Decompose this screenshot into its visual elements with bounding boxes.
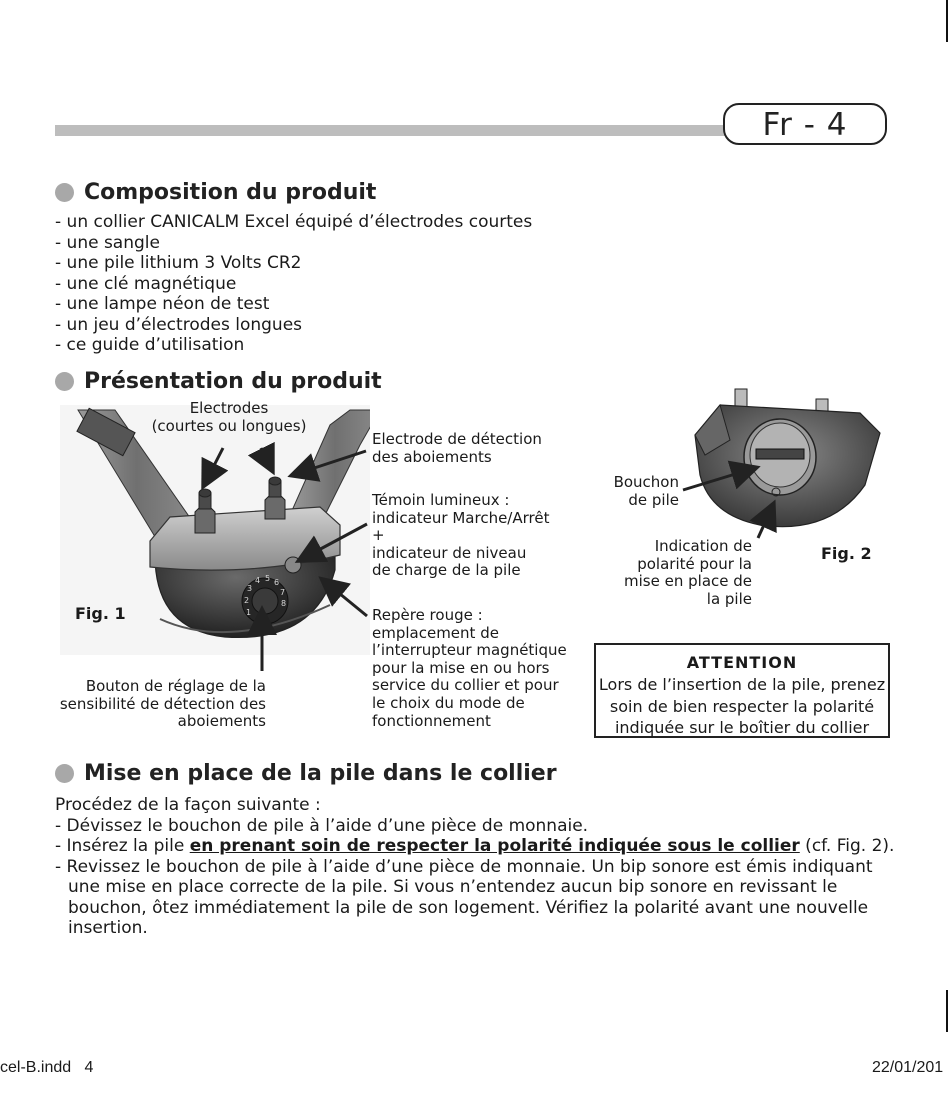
list-item: - une lampe néon de test: [55, 294, 270, 314]
list-item: - ce guide d’utilisation: [55, 335, 245, 355]
dial-digit: 6: [274, 578, 280, 587]
polarity-indication-label: Indication de polarité pour la mise en place de la pile: [624, 537, 752, 608]
section-title: Mise en place de la pile dans le collier: [84, 761, 557, 786]
dial-digit: 1: [246, 608, 252, 617]
section-title: Composition du produit: [84, 180, 377, 205]
dial-digit: 8: [281, 599, 287, 608]
footer-filename: cel-B.indd 4: [0, 1059, 94, 1076]
dial-digit: 4: [255, 576, 261, 585]
section-heading-battery: [55, 761, 557, 786]
fig1-label: Fig. 1: [75, 604, 126, 623]
battery-instructions: [55, 795, 900, 939]
battery-cap-label: Bouchon de pile: [613, 473, 679, 509]
page-number-tab: Fr - 4: [723, 103, 887, 145]
indicator-light-label: Témoin lumineux : indicateur Marche/Arrêt + indicateur de niveau de charge de la pile: [372, 491, 550, 580]
list-item: - une clé magnétique: [55, 273, 237, 294]
instruction-step: - Dévissez le bouchon de pile à l’aide d’une pièce de monnaie.: [55, 815, 589, 836]
instruction-step: - Insérez la pile en prenant soin de respecter la polarité indiquée sous le collier (cf. Fig. 2).: [55, 836, 895, 856]
dial-digit: 7: [280, 588, 286, 597]
dial-digit: 2: [244, 596, 250, 605]
footer-date: 22/01/201: [872, 1059, 944, 1076]
attention-title: ATTENTION: [686, 653, 798, 672]
fig2-label: Fig. 2: [821, 544, 872, 563]
dial-digit: 5: [265, 574, 271, 583]
emphasis-text: en prenant soin de respecter la polarité indiquée sous le collier: [189, 836, 800, 856]
dial-digit: 3: [247, 584, 253, 593]
detection-electrode-label: Electrode de détection des aboiements: [372, 430, 542, 466]
attention-box: [594, 643, 890, 738]
attention-text: Lors de l’insertion de la pile, prenez soin de bien respecter la polarité indiquée sur le boîtier du collier: [598, 675, 886, 737]
instruction-step: - Revissez le bouchon de pile à l’aide d’une pièce de monnaie. Un bip sonore est émis indiquant une mise en place correcte de la pile. Si vous n’entendez aucun bip sonore en revissant le bouchon, ôtez immédiatement la pile de son logement. Vérifiez la polarité avant une nouvelle insertion.: [55, 856, 873, 938]
section-title: Présentation du produit: [84, 369, 382, 394]
red-mark-label: Repère rouge : emplacement de l’interrupteur magnétique pour la mise en ou hors service du collier et pour le choix du mode de fonctionnement: [372, 606, 567, 730]
electrodes-label: Electrodes (courtes ou longues): [151, 399, 307, 435]
bullet-icon: [55, 764, 74, 783]
list-item: - un jeu d’électrodes longues: [55, 314, 303, 335]
crop-mark: [946, 990, 948, 1032]
sensitivity-knob-label: Bouton de réglage de la sensibilité de détection des aboiements: [59, 677, 266, 731]
list-item: - une pile lithium 3 Volts CR2: [55, 253, 302, 273]
list-item: - une sangle: [55, 232, 160, 253]
instructions-intro: Procédez de la façon suivante :: [55, 795, 321, 815]
list-item: - un collier CANICALM Excel équipé d’électrodes courtes: [55, 212, 533, 232]
